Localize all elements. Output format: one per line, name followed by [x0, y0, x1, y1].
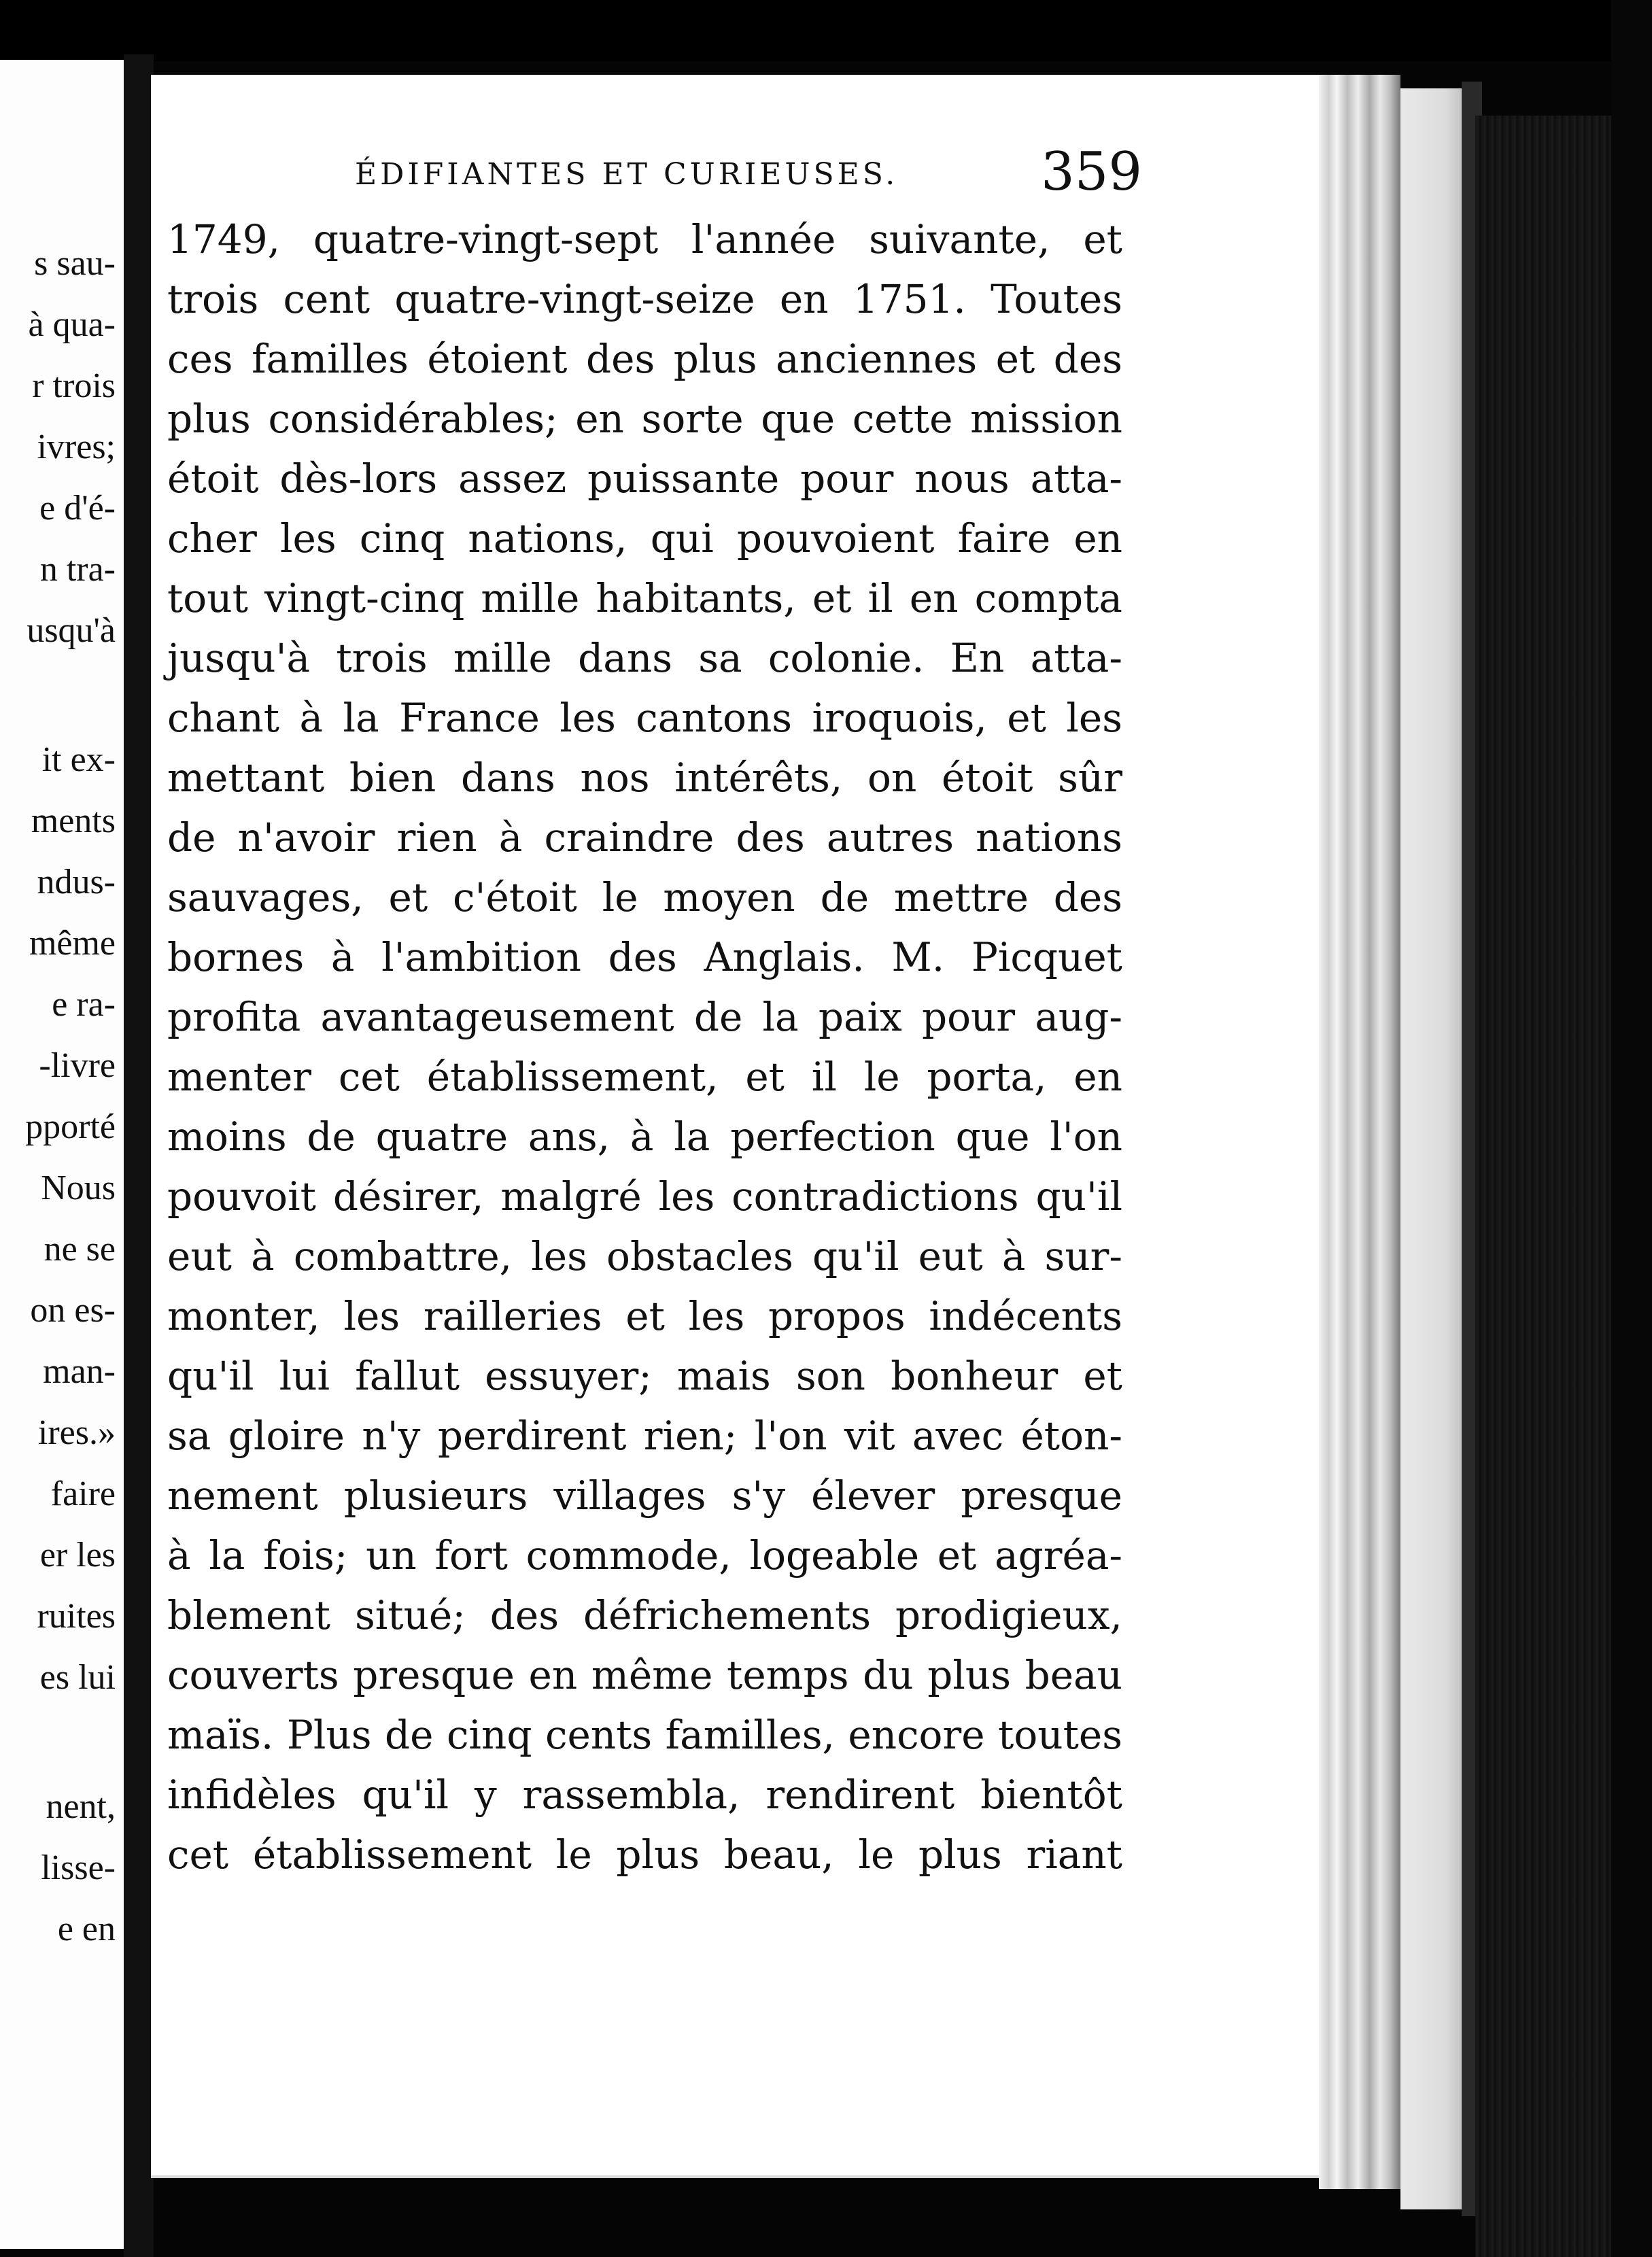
body-text-line: cher les cinq nations, qui pouvoient faire en	[167, 515, 1122, 562]
body-text-line: infidèles qu'il y rassembla, rendirent bientôt	[167, 1772, 1122, 1818]
body-text-line: eut à combattre, les obstacles qu'il eut à sur-	[167, 1233, 1122, 1279]
body-text-line: ces familles étoient des plus anciennes et des	[167, 336, 1122, 382]
body-text-line: bornes à l'ambition des Anglais. M. Picquet	[167, 934, 1122, 980]
facing-page-line: e en	[57, 1910, 116, 1948]
facing-page-line: à qua-	[28, 305, 116, 344]
body-text-line: moins de quatre ans, à la perfection que l'on	[167, 1114, 1122, 1160]
facing-page-line: it ex-	[41, 740, 116, 779]
facing-page-line: ivres;	[37, 428, 116, 466]
facing-page-line: e ra-	[52, 985, 116, 1024]
body-text-line: sauvages, et c'étoit le moyen de mettre des	[167, 874, 1122, 920]
page-edges	[1319, 75, 1400, 2189]
body-text-line: pouvoit désirer, malgré les contradictions qu'il	[167, 1173, 1122, 1220]
body-text-line: couverts presque en même temps du plus beau	[167, 1652, 1122, 1698]
facing-page-line: es lui	[39, 1658, 116, 1697]
facing-page-line: Nous	[41, 1169, 116, 1207]
running-head: ÉDIFIANTES ET CURIEUSES.	[355, 157, 899, 192]
body-text-line: menter cet établissement, et il le porta, en	[167, 1054, 1122, 1100]
page-number: 359	[1041, 141, 1142, 203]
body-text-line: cet établissement le plus beau, le plus riant	[167, 1831, 1122, 1878]
facing-page-line: ndus-	[37, 863, 116, 901]
body-text-line: étoit dès-lors assez puissante pour nous atta-	[167, 455, 1122, 502]
facing-page-line: ruites	[37, 1597, 116, 1636]
facing-page-line: usqu'à	[27, 611, 116, 650]
facing-page-line: ires.»	[37, 1413, 116, 1452]
body-text-line: tout vingt-cinq mille habitants, et il en compta	[167, 575, 1122, 621]
book-gutter	[124, 54, 154, 2257]
body-text-line: qu'il lui fallut essuyer; mais son bonheur et	[167, 1353, 1122, 1399]
body-text-line: jusqu'à trois mille dans sa colonie. En atta-	[167, 635, 1122, 681]
facing-page-line: man-	[43, 1352, 116, 1391]
facing-page-fragment	[0, 60, 124, 2249]
facing-page-line: ments	[31, 802, 116, 840]
facing-page-line: ne se	[44, 1230, 116, 1269]
facing-page-line: on es-	[30, 1291, 116, 1330]
facing-page-line: r trois	[32, 366, 116, 405]
facing-page-line: pporté	[25, 1107, 116, 1146]
body-text-line: à la fois; un fort commode, logeable et agréa-	[167, 1532, 1122, 1579]
facing-page-line: n tra-	[39, 550, 116, 589]
facing-page-line: er les	[39, 1536, 116, 1574]
body-text-line: de n'avoir rien à craindre des autres nations	[167, 814, 1122, 861]
facing-page-line: -livre	[39, 1046, 116, 1085]
body-text-line: maïs. Plus de cinq cents familles, encore toutes	[167, 1712, 1122, 1758]
spine-edge	[1611, 0, 1652, 2257]
facing-page-line: lisse-	[41, 1848, 116, 1887]
facing-page-line: s sau-	[34, 244, 116, 283]
body-text-line: mettant bien dans nos intérêts, on étoit sûr	[167, 755, 1122, 801]
body-text-line: 1749, quatre-vingt-sept l'année suivante, et	[167, 216, 1122, 262]
facing-page-line: e d'é-	[39, 489, 116, 528]
scan-top-border	[0, 0, 1652, 61]
body-text-line: monter, les railleries et les propos indécents	[167, 1293, 1122, 1339]
facing-page-line: même	[29, 924, 116, 963]
body-text-line: sa gloire n'y perdirent rien; l'on vit avec éton-	[167, 1413, 1122, 1459]
body-text-line: trois cent quatre-vingt-seize en 1751. Toutes	[167, 276, 1122, 322]
body-text-line: nement plusieurs villages s'y élever presque	[167, 1472, 1122, 1519]
body-text-line: profita avantageusement de la paix pour aug-	[167, 994, 1122, 1040]
facing-page-line: faire	[50, 1475, 116, 1513]
body-text-line: plus considérables; en sorte que cette mission	[167, 396, 1122, 442]
body-text-line: blement situé; des défrichements prodigieux,	[167, 1592, 1122, 1638]
body-text-line: chant à la France les cantons iroquois, et les	[167, 695, 1122, 741]
facing-page-line: nent,	[46, 1787, 116, 1826]
